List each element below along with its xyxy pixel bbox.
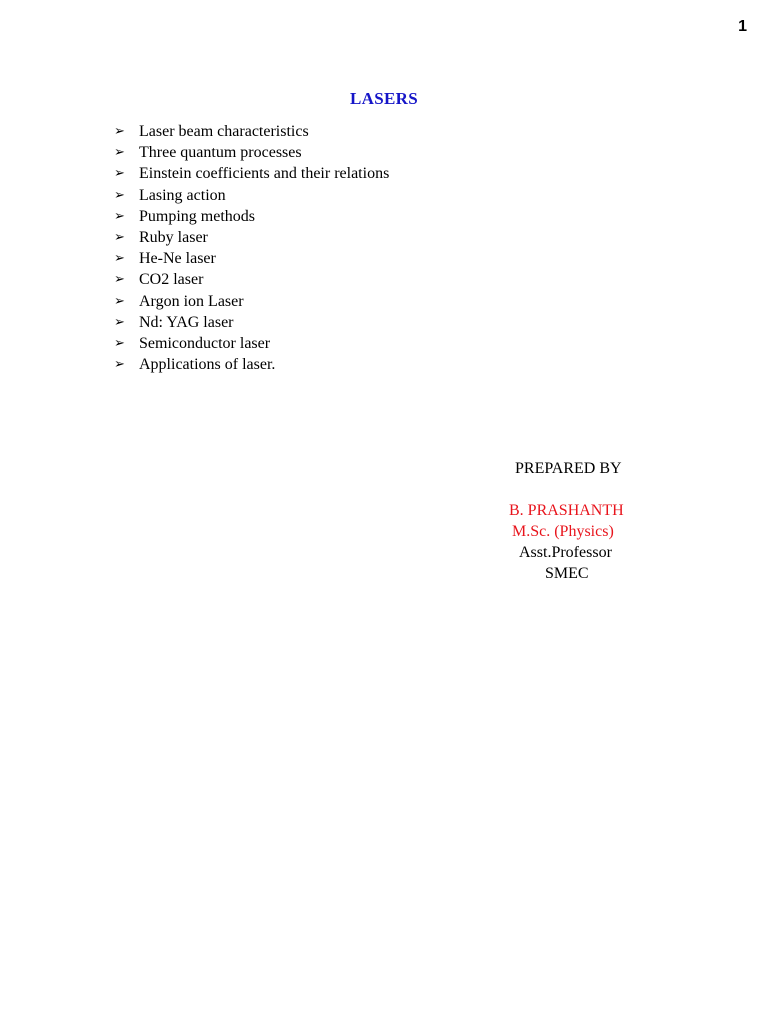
arrowhead-bullet-icon: ➢ — [114, 166, 125, 182]
topic-label: Applications of laser. — [139, 356, 276, 374]
prepared-by-label: PREPARED BY — [515, 460, 622, 477]
arrowhead-bullet-icon: ➢ — [114, 187, 125, 203]
topic-label: Einstein coefficients and their relations — [139, 165, 390, 183]
list-item — [114, 142, 389, 163]
arrowhead-bullet-icon: ➢ — [114, 230, 125, 246]
topic-label: Ruby laser — [139, 229, 208, 247]
list-item — [114, 121, 389, 142]
author-position: Asst.Professor — [519, 544, 612, 561]
list-item — [114, 354, 389, 375]
topic-label: Nd: YAG laser — [139, 313, 234, 331]
topic-label: CO2 laser — [139, 271, 204, 289]
arrowhead-bullet-icon: ➢ — [114, 124, 125, 140]
author-name: B. PRASHANTH — [509, 502, 624, 519]
topic-list — [114, 121, 389, 375]
list-item — [114, 291, 389, 312]
arrowhead-bullet-icon: ➢ — [114, 357, 125, 373]
topic-label: Laser beam characteristics — [139, 123, 309, 141]
topic-label: Lasing action — [139, 186, 226, 204]
arrowhead-bullet-icon: ➢ — [114, 251, 125, 267]
arrowhead-bullet-icon: ➢ — [114, 272, 125, 288]
list-item — [114, 163, 389, 184]
list-item — [114, 312, 389, 333]
list-item — [114, 227, 389, 248]
arrowhead-bullet-icon: ➢ — [114, 314, 125, 330]
arrowhead-bullet-icon: ➢ — [114, 293, 125, 309]
list-item — [114, 185, 389, 206]
topic-label: Pumping methods — [139, 207, 256, 225]
arrowhead-bullet-icon: ➢ — [114, 145, 125, 161]
topic-label: Semiconductor laser — [139, 334, 271, 352]
arrowhead-bullet-icon: ➢ — [114, 335, 125, 351]
list-item — [114, 269, 389, 290]
list-item — [114, 333, 389, 354]
arrowhead-bullet-icon: ➢ — [114, 208, 125, 224]
list-item — [114, 206, 389, 227]
page-number: 1 — [738, 18, 747, 35]
topic-label: Three quantum processes — [139, 144, 302, 162]
author-institution: SMEC — [545, 565, 589, 582]
author-degree: M.Sc. (Physics) — [512, 523, 614, 540]
topic-label: He-Ne laser — [139, 250, 216, 268]
page-title: LASERS — [350, 89, 418, 108]
topic-label: Argon ion Laser — [139, 292, 244, 310]
list-item — [114, 248, 389, 269]
